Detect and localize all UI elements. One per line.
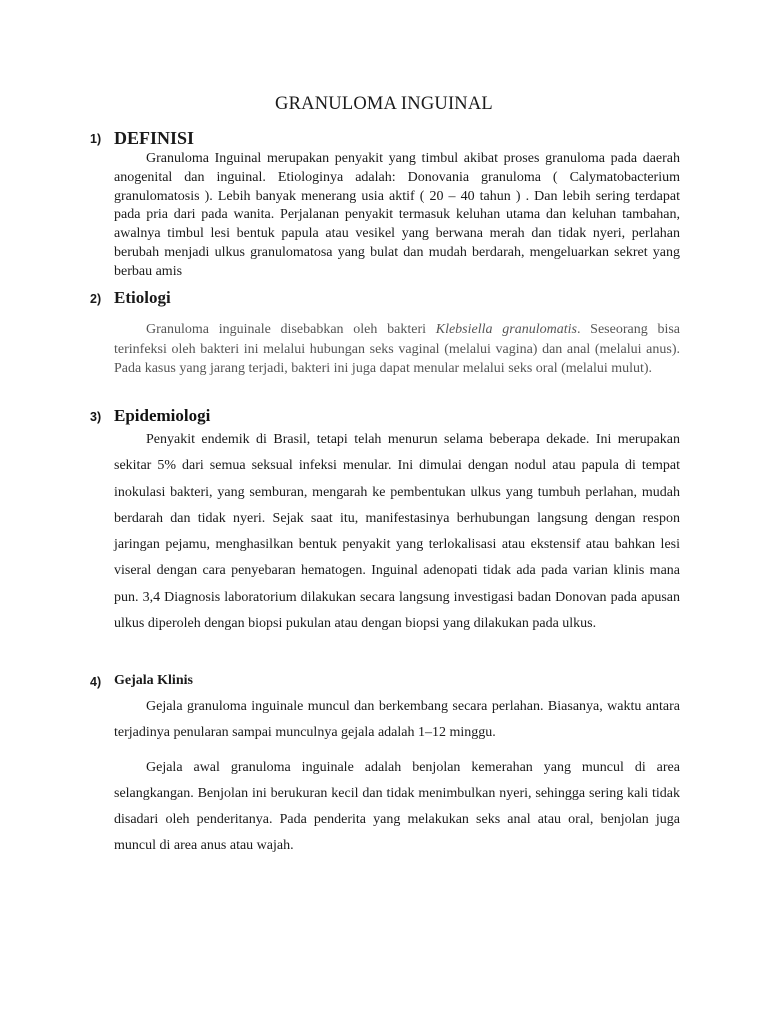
section-heading <box>90 406 680 427</box>
paragraph-text: Granuloma inguinale disebabkan oleh bakteri <box>146 322 436 337</box>
document-title: GRANULOMA INGUINAL <box>275 94 493 114</box>
section-epidemiologi <box>90 406 680 637</box>
section-gejala-klinis <box>90 670 680 868</box>
section-number: 1) <box>90 132 102 146</box>
section-title: Gejala Klinis <box>114 673 193 688</box>
section-heading <box>90 670 680 694</box>
paragraph: Penyakit endemik di Brasil, tetapi telah menurun selama beberapa dekade. Ini merupakan sekitar 5% dari semua seksual infeksi menular. Ini dimulai dengan nodul atau papula di tempat inokulasi bakteri, yang semburan, mengarah ke pembentukan ulkus yang tumbuh perlahan, mudah berdarah dan tidak nyeri. Sejak saat itu, manifestasinya berhubungan langsung dengan respon jaringan pejamu, menghasilkan bentuk penyakit yang terlokalisasi atau ekstensif atau bahkan lesi viseral dengan cara penyebaran hematogen. Inguinal adenopati tidak ada pada varian klinis mana pun. 3,4 Diagnosis laboratorium dilakukan secara langsung investigasi badan Donovan pada apusan ulkus diperoleh dengan biopsi pukulan atau dengan biopsi yang dilakukan pada ulkus. <box>114 432 680 632</box>
section-title: Epidemiologi <box>114 406 211 425</box>
paragraph: Gejala granuloma inguinale muncul dan berkembang secara perlahan. Biasanya, waktu antara terjadinya penularan sampai munculnya gejala adalah 1–12 minggu. <box>114 699 680 741</box>
section-heading <box>90 128 680 150</box>
section-etiologi <box>90 288 680 379</box>
paragraph: Gejala awal granuloma inguinale adalah benjolan kemerahan yang muncul di area selangkangan. Benjolan ini berukuran kecil dan tidak menimbulkan nyeri, sehingga sering kali tidak disadari oleh penderitanya. Pada penderita yang melakukan seks anal atau oral, benjolan juga muncul di area anus atau wajah. <box>114 759 680 854</box>
section-number: 3) <box>90 410 102 424</box>
paragraph-text: . Seseorang bisa terinfeksi oleh bakteri ini melalui hubungan seks vaginal (melalui vagina) dan anal (melalui anus). Pada kasus yang jarang terjadi, bakteri ini juga dapat menular melalui seks oral (melalui mulut). <box>114 322 681 376</box>
section-number: 4) <box>90 675 102 689</box>
section-title: Etiologi <box>114 288 171 307</box>
section-title: DEFINISI <box>114 128 195 148</box>
bacteria-name: Klebsiella granulomatis <box>435 322 577 337</box>
section-definisi <box>90 128 680 282</box>
section-number: 2) <box>90 292 102 306</box>
paragraph <box>114 320 680 379</box>
paragraph: Granuloma Inguinal merupakan penyakit yang timbul akibat proses granuloma pada daerah anogenital dan inguinal. Etiologinya adalah: Donovania granuloma ( Calymatobacterium granulomatosis ). Lebih banyak menerang usia aktif ( 20 – 40 tahun ) . Dan lebih sering terdapat pada pria dari pada wanita. Perjalanan penyakit termasuk keluhan utama dan keluhan tambahan, awalnya timbul lesi bentuk papula atau vesikel yang berwana merah dan tidak nyeri, perlahan berubah menjadi ulkus granulomatosa yang bulat dan mudah berdarah, mengeluarkan sekret yang berbau amis <box>114 151 680 279</box>
section-heading <box>90 288 680 320</box>
